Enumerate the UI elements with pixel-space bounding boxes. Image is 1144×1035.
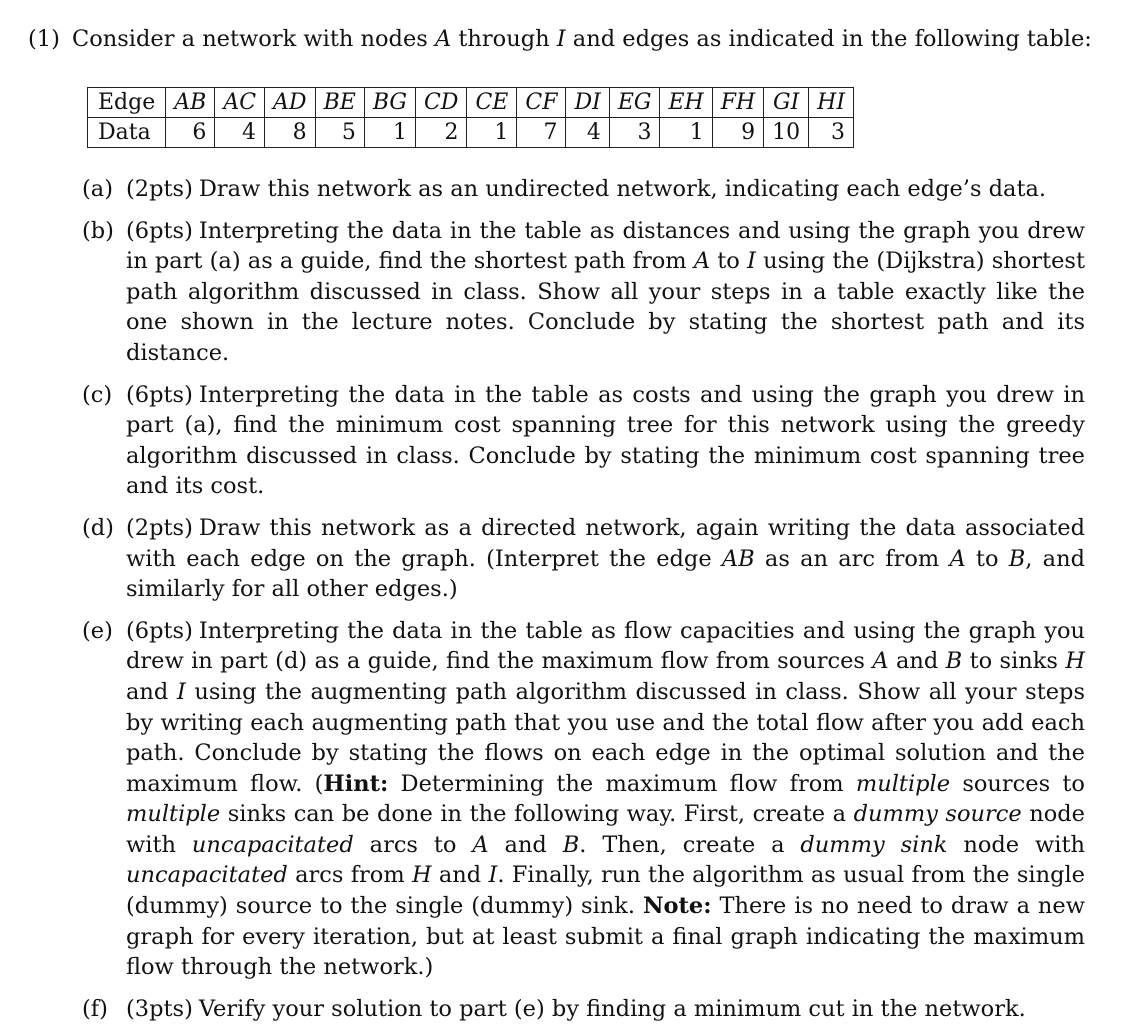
points-label: (6pts) <box>126 217 193 244</box>
part-d <box>82 513 1085 605</box>
table-row-data <box>88 118 854 148</box>
table-cell-value: 3 <box>809 118 854 148</box>
points-label: (2pts) <box>126 176 193 202</box>
part-body: (6pts) Interpreting the data in the table as flow capacities and using the graph you drew in part (d) as a guide, find the maximum flow from sources A and B to sinks H and I using the augmenting path algorithm discussed in class. Show all your steps by writing each augmenting path that you use and the total flow after you add each path. Conclude by stating the flows on each edge in the optimal solution and the maximum flow. (Hint: Determining the maximum flow from multiple sources to multiple sinks can be done in the following way. First, create a dummy source node with uncapacitated arcs to A and B. Then, create a dummy sink node with uncapacitated arcs from H and I. Finally, run the algorithm as usual from the single (dummy) source to the single (dummy) sink. Note: There is no need to draw a new graph for every iteration, but at least submit a final graph indicating the maximum flow through the network.) <box>126 617 1086 981</box>
part-c <box>82 380 1085 502</box>
part-b <box>82 216 1085 369</box>
subparts-list <box>82 174 1085 1035</box>
part-label: (b) <box>82 217 114 244</box>
table-cell-edge: EH <box>660 88 712 118</box>
table-cell-edge: AD <box>265 88 316 118</box>
table-cell-value: 8 <box>265 118 316 148</box>
table-cell-edge: HI <box>809 88 854 118</box>
table-cell-edge: CD <box>415 88 466 118</box>
table-cell-value: 9 <box>712 118 763 148</box>
part-body: (2pts) Draw this network as a directed network, again writing the data associated with each edge on the graph. (Interpret the edge AB as an arc from A to B, and similarly for all other edges.) <box>126 514 1085 603</box>
points-label: (3pts) <box>126 995 193 1022</box>
problem-statement: (1) Consider a network with nodes A through I and edges as indicated in the following table: <box>28 26 1092 52</box>
problem-number: (1) <box>28 26 60 52</box>
table-cell-edge: AB <box>166 88 215 118</box>
note-label: Note: <box>642 893 712 920</box>
table-cell-value: 1 <box>660 118 712 148</box>
table-cell-value: 4 <box>215 118 265 148</box>
table-cell-edge: EG <box>609 88 660 118</box>
part-label: (f) <box>82 995 108 1022</box>
part-label: (e) <box>82 617 113 644</box>
table-cell-edge: FH <box>712 88 763 118</box>
points-label: (6pts) <box>126 617 193 644</box>
part-e <box>82 616 1085 983</box>
table-cell-value: 6 <box>166 118 215 148</box>
part-label: (d) <box>82 514 114 541</box>
table-cell-edge: BE <box>315 88 364 118</box>
table-cell-edge: AC <box>215 88 265 118</box>
table-cell-value: 10 <box>764 118 809 148</box>
table-cell-value: 1 <box>467 118 517 148</box>
table-cell-edge: BG <box>364 88 415 118</box>
table-cell-value: 3 <box>609 118 660 148</box>
points-label: (6pts) <box>126 381 193 408</box>
part-body: (3pts) Verify your solution to part (e) by finding a minimum cut in the network. <box>126 995 1026 1022</box>
points-label: (2pts) <box>126 514 193 541</box>
part-body: (6pts) Interpreting the data in the table as costs and using the graph you drew in part (a), find the minimum cost spanning tree for this network using the greedy algorithm discussed in class. Conclude by stating the minimum cost spanning tree and its cost. <box>126 381 1085 500</box>
part-label: (c) <box>82 381 113 408</box>
table-row-header: Data <box>88 118 166 148</box>
table-cell-value: 1 <box>364 118 415 148</box>
part-a <box>82 174 1085 205</box>
table-cell-edge: CF <box>517 88 566 118</box>
part-body: (2pts) Draw this network as an undirected network, indicating each edge’s data. <box>126 176 1047 202</box>
table-cell-value: 5 <box>315 118 364 148</box>
table-cell-edge: GI <box>764 88 809 118</box>
part-label: (a) <box>82 176 113 202</box>
table-cell-edge: CE <box>467 88 517 118</box>
table-cell-value: 7 <box>517 118 566 148</box>
table-cell-value: 4 <box>566 118 609 148</box>
table-row-header: Edge <box>88 88 166 118</box>
table-cell-value: 2 <box>415 118 466 148</box>
hint-label: Hint: <box>323 770 389 797</box>
part-body: (6pts) Interpreting the data in the table as distances and using the graph you drew in part (a) as a guide, find the shortest path from A to I using the (Dijkstra) shortest path algorithm discussed in class. Show all your steps in a table exactly like the one shown in the lecture notes. Conclude by stating the shortest path and its distance. <box>126 217 1086 366</box>
part-f <box>82 994 1085 1025</box>
edge-data-table <box>87 87 854 148</box>
table-row-edges <box>88 88 854 118</box>
table-cell-edge: DI <box>566 88 609 118</box>
